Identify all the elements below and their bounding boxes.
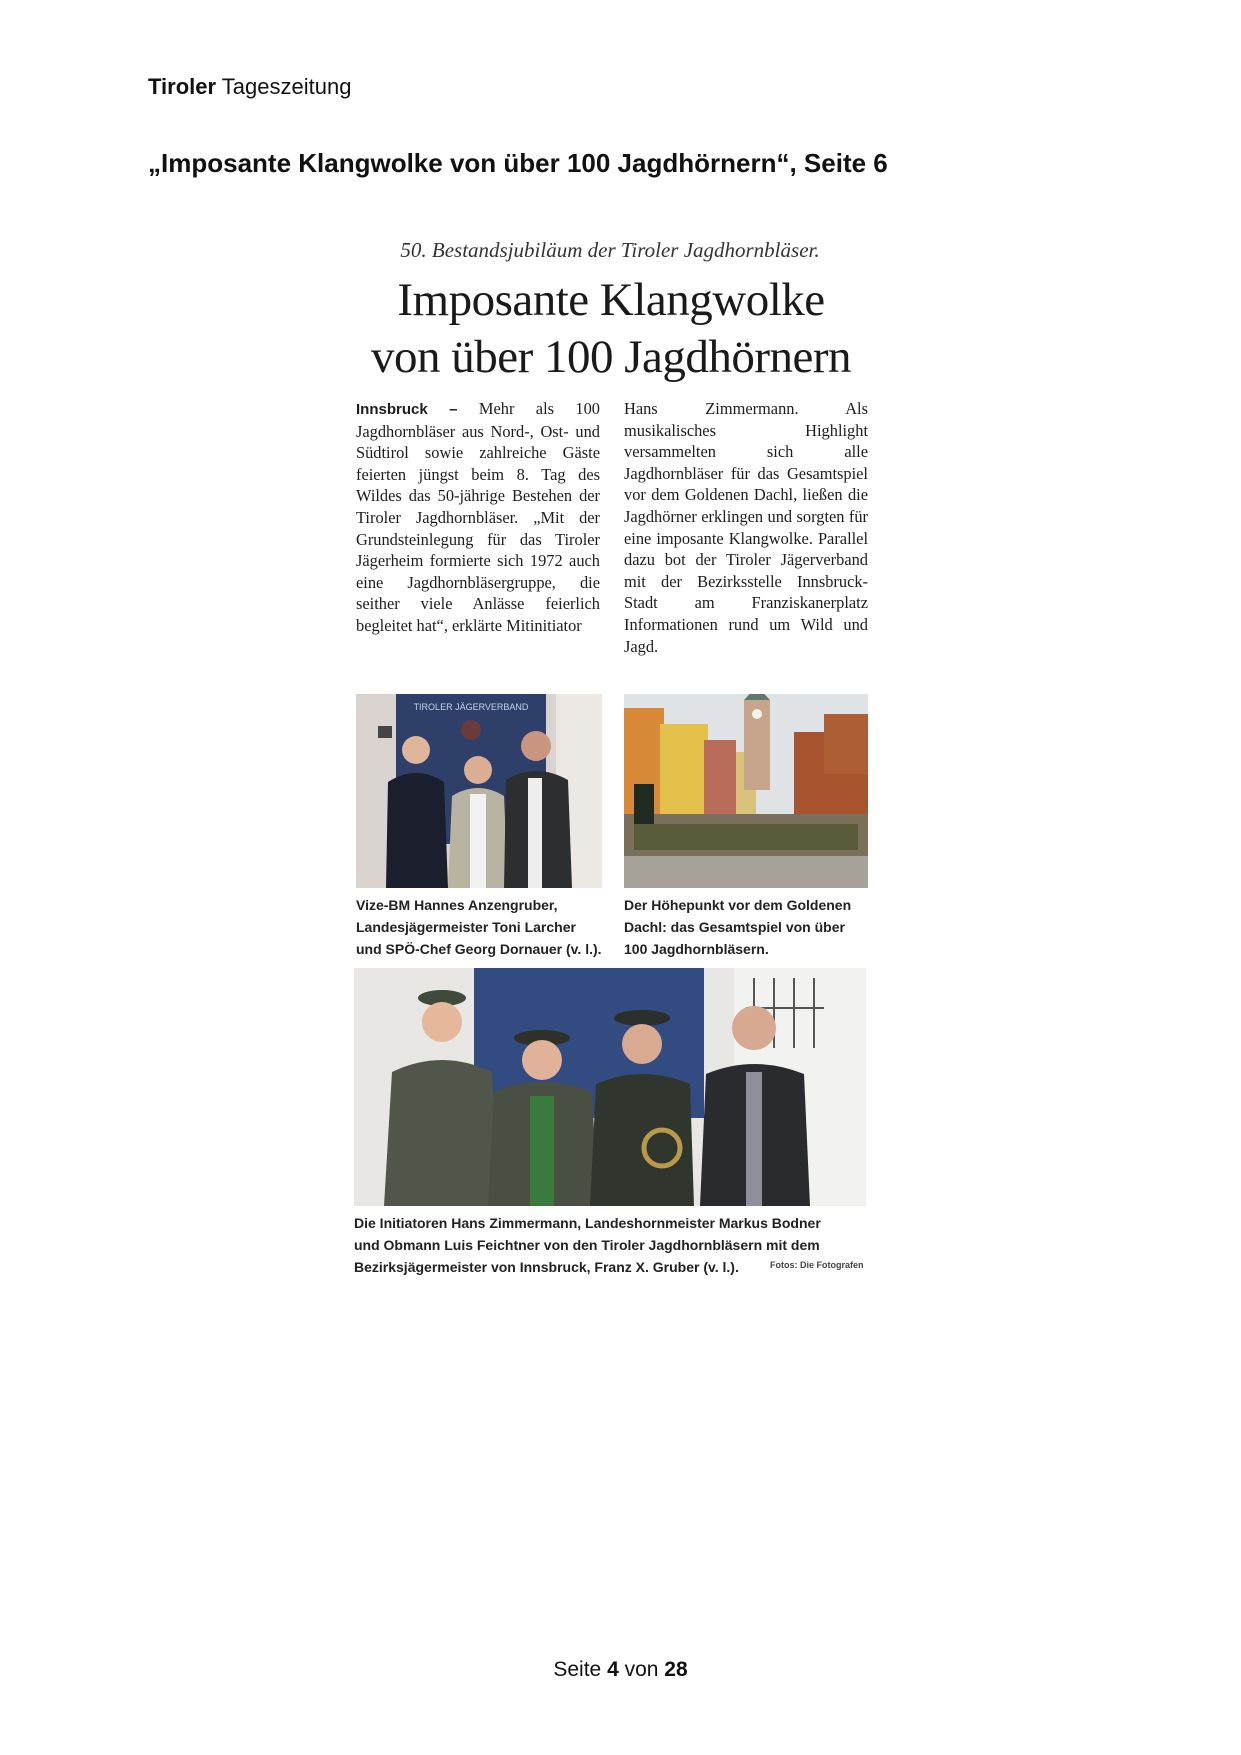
photo1-banner-text: TIROLER JÄGERVERBAND	[413, 702, 529, 712]
photo-officials	[356, 694, 602, 888]
headline-line-2: von über 100 Jagdhörnern	[370, 331, 852, 383]
headline-line-1: Imposante Klangwolke	[397, 274, 825, 326]
article-column-right: Hans Zimmermann. Als musikalisches Highlight versammelten sich alle Jagdhornbläser für das Gesamtspiel vor dem Goldenen Dachl, ließen die Jagdhörner erklingen und sorgten für eine imposante Klangwolke. Parallel dazu bot der Tiroler Jägerverband mit der Bezirksstelle Innsbruck-Stadt am Franziskanerplatz Informationen rund um Wild und Jagd.	[624, 399, 868, 656]
article-kicker: 50. Bestandsjubiläum der Tiroler Jagdhornbläser.	[400, 238, 820, 262]
publication-name-bold: Tiroler	[148, 74, 217, 99]
publication-name-rest: Tageszeitung	[216, 74, 352, 99]
photo-caption-3: Die Initiatoren Hans Zimmermann, Landeshornmeister Markus Bodner und Obmann Luis Feichtner von den Tiroler Jagdhornbläsern mit dem Bezirksjägermeister von Innsbruck, Franz X. Gruber (v. l.).	[354, 1215, 821, 1275]
photo-caption-2: Der Höhepunkt vor dem Goldenen Dachl: das Gesamtspiel von über 100 Jagdhornbläsern.	[624, 897, 852, 957]
dateline: Innsbruck –	[356, 401, 458, 418]
photo-credit: Fotos: Die Fotografen	[770, 1260, 864, 1270]
page-total: 28	[664, 1658, 688, 1681]
photo-caption-1: Vize-BM Hannes Anzengruber, Landesjägermeister Toni Larcher und SPÖ-Chef Georg Dornauer (v. l.).	[356, 897, 602, 957]
photo-street-image	[624, 694, 868, 888]
page-prefix: Seite	[553, 1658, 608, 1681]
page-number	[0, 1658, 1241, 1682]
photo-initiators-image	[354, 968, 866, 1206]
article-column-left	[356, 398, 600, 637]
photo-goldenes-dachl	[624, 694, 868, 888]
page-current: 4	[607, 1658, 619, 1681]
body-text-left: Mehr als 100 Jagdhornbläser aus Nord-, Ost- und Südtirol sowie zahlreiche Gäste feierten jüngst beim 8. Tag des Wildes das 50-jährige Bestehen der Tiroler Jagdhornbläser. „Mit der Grundsteinlegung für das Tiroler Jägerheim formierte sich 1972 auch eine Jagdhornbläsergruppe, die seither viele Anlässe feierlich begleitet hat“, erklärte Mitinitiator	[356, 399, 600, 635]
article-headline	[350, 272, 872, 386]
publication-name	[148, 74, 351, 100]
photo-officials-image	[356, 694, 602, 888]
article-reference-title: „Imposante Klangwolke von über 100 Jagdhörnern“, Seite 6	[148, 148, 888, 178]
page-middle: von	[618, 1658, 665, 1681]
photo-initiators	[354, 968, 866, 1206]
